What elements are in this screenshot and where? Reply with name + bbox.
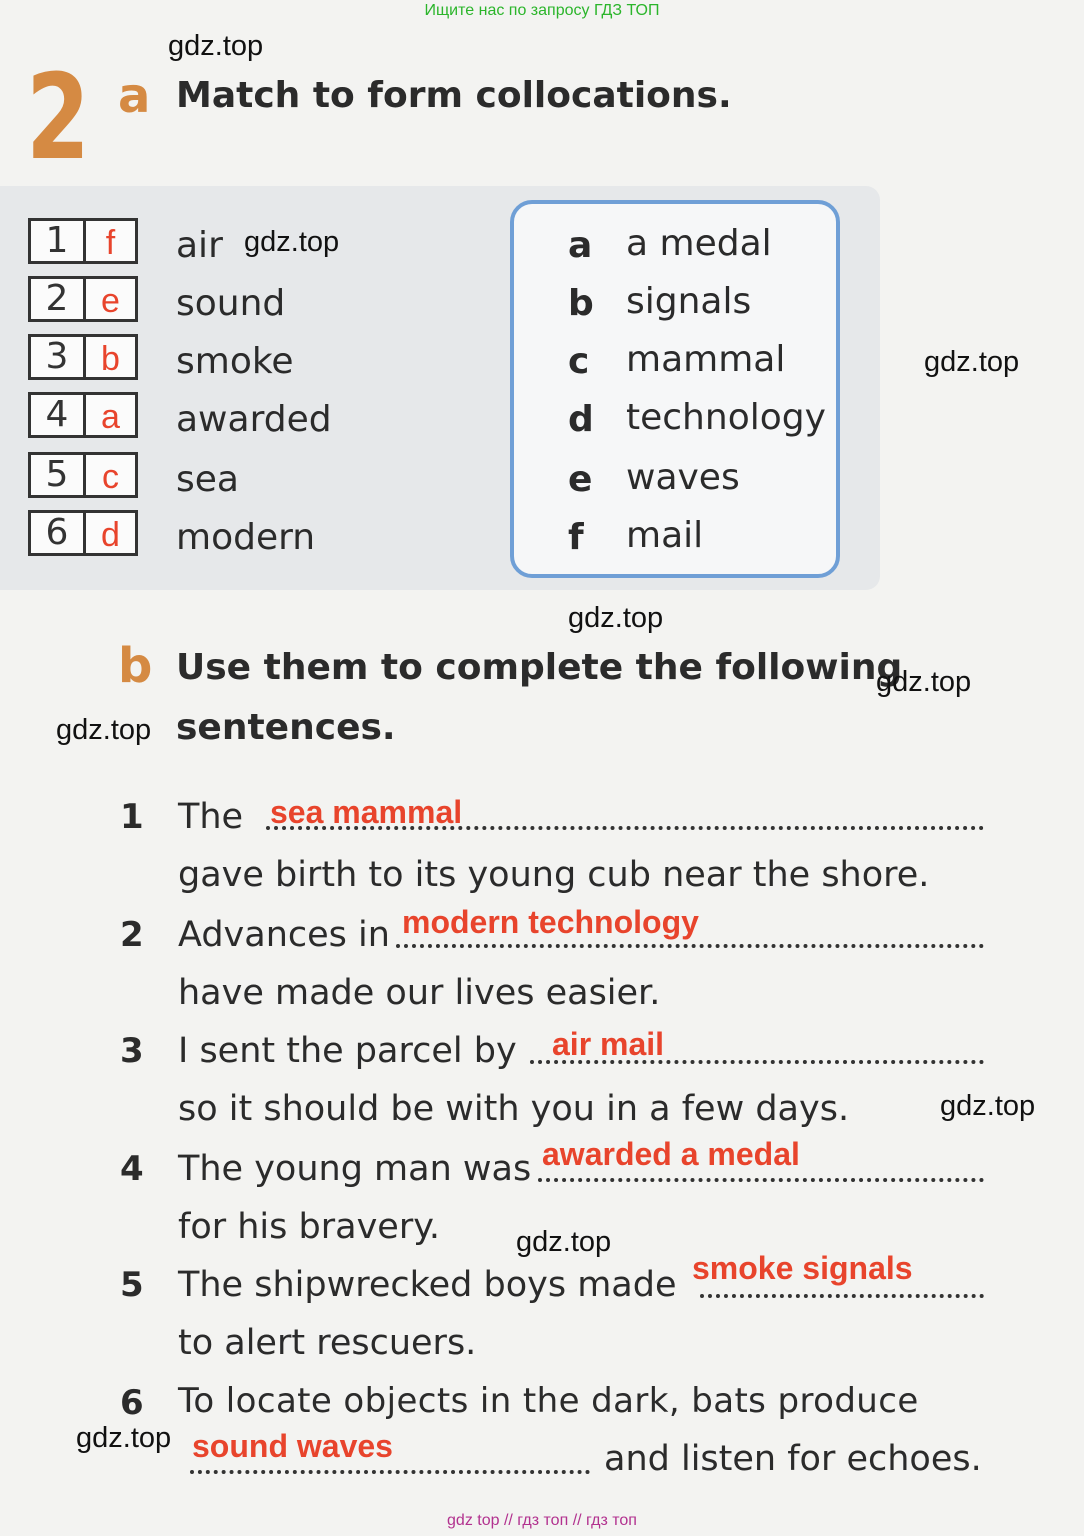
match-word: sea: [176, 459, 239, 500]
item-answer[interactable]: e: [101, 282, 120, 320]
item-number: 5: [31, 455, 86, 495]
sentence-number: 2: [120, 915, 144, 955]
match-word: awarded: [176, 399, 332, 440]
part-a-letter: a: [118, 68, 151, 124]
watermark: gdz.top: [940, 1090, 1036, 1122]
sentence-text: To locate objects in the dark, bats produce: [178, 1381, 919, 1421]
watermark: gdz.top: [56, 714, 152, 746]
sentence-text: The young man was: [178, 1149, 532, 1189]
item-number: 3: [31, 337, 86, 377]
option-text: technology: [626, 397, 826, 438]
answer-line: [700, 1294, 984, 1298]
watermark: gdz.top: [244, 226, 340, 258]
match-item-1: [28, 218, 138, 264]
match-item-6: [28, 510, 138, 556]
item-answer[interactable]: d: [101, 516, 120, 554]
sentence-number: 3: [120, 1031, 144, 1071]
option-text: waves: [626, 457, 740, 498]
option-letter: a: [568, 225, 593, 266]
match-item-3: [28, 334, 138, 380]
item-number: 1: [31, 221, 86, 261]
option-text: mail: [626, 515, 704, 556]
sentence-text-continued: for his bravery.: [178, 1207, 441, 1247]
option-text: a medal: [626, 223, 772, 264]
item-number: 2: [31, 279, 86, 319]
match-item-4: [28, 392, 138, 438]
watermark: gdz.top: [516, 1226, 612, 1258]
item-number: 4: [31, 395, 86, 435]
answer-line: [538, 1178, 984, 1182]
part-b-instruction: Use them to complete the following: [176, 647, 903, 688]
sentence-answer[interactable]: smoke signals: [692, 1250, 913, 1286]
item-answer[interactable]: a: [101, 398, 120, 436]
match-word: sound: [176, 283, 286, 324]
option-letter: c: [568, 341, 590, 382]
sentence-answer[interactable]: air mail: [552, 1026, 665, 1062]
exercise-number: 2: [26, 48, 91, 186]
option-letter: b: [568, 283, 594, 324]
sentence-text-continued: and listen for echoes.: [604, 1439, 982, 1479]
item-answer[interactable]: c: [102, 458, 119, 496]
sentence-text-continued: so it should be with you in a few days.: [178, 1089, 850, 1129]
answer-line: [396, 944, 984, 948]
sentence-number: 5: [120, 1265, 144, 1305]
sentence-text-continued: have made our lives easier.: [178, 973, 661, 1013]
sentence-answer[interactable]: sound waves: [192, 1428, 393, 1464]
option-text: signals: [626, 281, 752, 322]
match-word: smoke: [176, 341, 294, 382]
part-a-instruction: Match to form collocations.: [176, 75, 732, 116]
watermark: gdz.top: [924, 346, 1020, 378]
sentence-text-continued: gave birth to its young cub near the shore.: [178, 855, 930, 895]
match-word: modern: [176, 517, 316, 558]
sentence-answer[interactable]: sea mammal: [270, 794, 463, 830]
part-b-letter: b: [118, 638, 153, 694]
watermark: gdz.top: [568, 602, 664, 634]
option-letter: e: [568, 459, 593, 500]
bottom-banner: gdz top // гдз топ // гдз топ: [447, 1512, 637, 1529]
match-word: air: [176, 225, 223, 266]
match-item-2: [28, 276, 138, 322]
option-letter: d: [568, 399, 594, 440]
sentence-text: Advances in: [178, 915, 390, 955]
sentence-answer[interactable]: modern technology: [402, 904, 699, 940]
sentence-text: The: [178, 797, 244, 837]
sentence-text: I sent the parcel by: [178, 1031, 517, 1071]
watermark: gdz.top: [76, 1422, 172, 1454]
answer-line: [190, 1470, 590, 1474]
watermark: gdz.top: [168, 30, 264, 62]
sentence-number: 6: [120, 1383, 144, 1423]
part-b-instruction-line2: sentences.: [176, 707, 396, 748]
option-letter: f: [568, 517, 584, 558]
sentence-text-continued: to alert rescuers.: [178, 1323, 477, 1363]
top-banner: Ищите нас по запросу ГДЗ ТОП: [424, 2, 660, 19]
item-answer[interactable]: b: [101, 340, 120, 378]
item-answer[interactable]: f: [105, 224, 116, 262]
sentence-answer[interactable]: awarded a medal: [542, 1136, 800, 1172]
sentence-number: 1: [120, 797, 144, 837]
item-number: 6: [31, 513, 86, 553]
option-text: mammal: [626, 339, 786, 380]
watermark: gdz.top: [876, 666, 972, 698]
sentence-number: 4: [120, 1149, 144, 1189]
match-item-5: [28, 452, 138, 498]
sentence-text: The shipwrecked boys made: [178, 1265, 677, 1305]
